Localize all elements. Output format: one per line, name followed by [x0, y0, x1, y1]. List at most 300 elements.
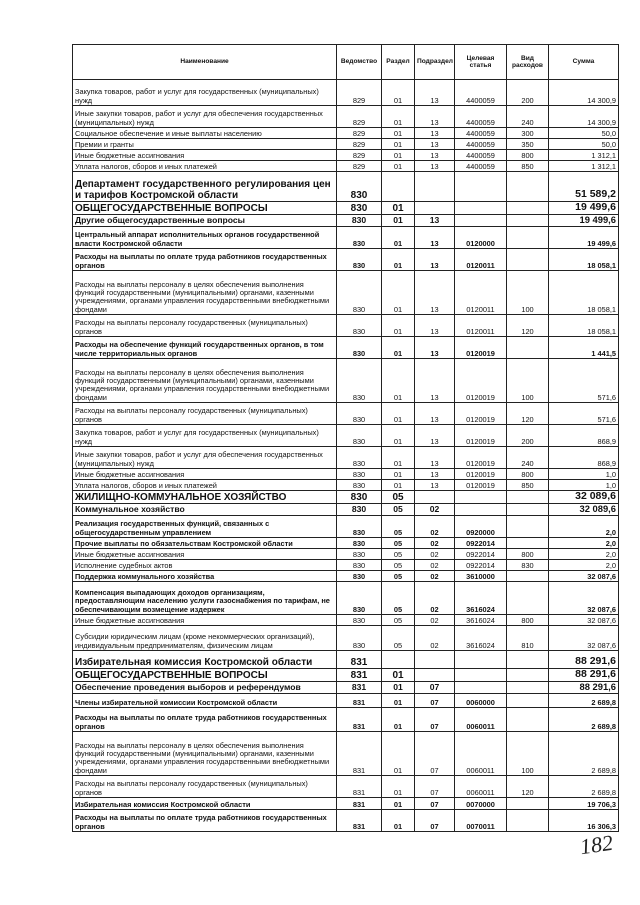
table-row: [73, 128, 619, 139]
cell-ved: 830: [337, 425, 382, 447]
header-target: Целевая статья: [455, 45, 507, 80]
cell-ved: 830: [337, 315, 382, 337]
cell-razdel: [382, 651, 415, 669]
cell-name: Реализация государственных функций, связанных с общегосударственным управлением: [73, 516, 337, 538]
cell-vid: [507, 504, 549, 516]
cell-ved: 831: [337, 669, 382, 682]
cell-podrazdel: 07: [415, 708, 455, 732]
cell-name: Расходы на выплаты по оплате труда работников государственных органов: [73, 810, 337, 832]
cell-podrazdel: 13: [415, 80, 455, 106]
header-podrazdel: Подраздел: [415, 45, 455, 80]
cell-podrazdel: 13: [415, 425, 455, 447]
cell-sum: 868,9: [549, 425, 619, 447]
cell-vid: [507, 682, 549, 694]
cell-name: ОБЩЕГОСУДАРСТВЕННЫЕ ВОПРОСЫ: [73, 202, 337, 215]
table-row: [73, 337, 619, 359]
cell-ved: 831: [337, 798, 382, 810]
cell-sum: 88 291,6: [549, 669, 619, 682]
cell-podrazdel: [415, 202, 455, 215]
cell-razdel: 01: [382, 447, 415, 469]
cell-ved: 830: [337, 615, 382, 626]
cell-sum: 19 499,6: [549, 227, 619, 249]
table-row: [73, 538, 619, 549]
cell-name: Иные бюджетные ассигнования: [73, 549, 337, 560]
cell-razdel: 05: [382, 615, 415, 626]
cell-razdel: 01: [382, 708, 415, 732]
table-row: [73, 491, 619, 504]
cell-podrazdel: 13: [415, 337, 455, 359]
cell-ved: 831: [337, 694, 382, 708]
header-ved: Ведомство: [337, 45, 382, 80]
cell-ved: 831: [337, 682, 382, 694]
cell-podrazdel: 07: [415, 732, 455, 776]
cell-podrazdel: 02: [415, 538, 455, 549]
cell-razdel: 05: [382, 582, 415, 615]
header-vid: Вид расходов: [507, 45, 549, 80]
cell-target: [455, 504, 507, 516]
cell-target: 3610000: [455, 571, 507, 582]
cell-vid: [507, 249, 549, 271]
cell-sum: 32 087,6: [549, 571, 619, 582]
cell-name: Члены избирательной комиссии Костромской области: [73, 694, 337, 708]
cell-target: 4400059: [455, 161, 507, 172]
cell-sum: 2 689,8: [549, 708, 619, 732]
cell-podrazdel: 02: [415, 560, 455, 571]
cell-podrazdel: 13: [415, 139, 455, 150]
cell-sum: 2,0: [549, 549, 619, 560]
table-row: [73, 708, 619, 732]
cell-target: [455, 651, 507, 669]
cell-ved: 830: [337, 447, 382, 469]
cell-sum: 88 291,6: [549, 682, 619, 694]
cell-razdel: 05: [382, 504, 415, 516]
cell-podrazdel: 07: [415, 682, 455, 694]
cell-podrazdel: 13: [415, 359, 455, 403]
cell-target: 0120011: [455, 249, 507, 271]
cell-podrazdel: 13: [415, 447, 455, 469]
cell-razdel: 01: [382, 425, 415, 447]
cell-vid: 120: [507, 403, 549, 425]
cell-vid: [507, 516, 549, 538]
cell-sum: 32 087,6: [549, 626, 619, 651]
cell-target: 0060011: [455, 732, 507, 776]
cell-name: Прочие выплаты по обязательствам Костромской области: [73, 538, 337, 549]
cell-ved: 830: [337, 337, 382, 359]
cell-ved: 829: [337, 161, 382, 172]
cell-vid: 800: [507, 469, 549, 480]
cell-razdel: 01: [382, 128, 415, 139]
cell-vid: 830: [507, 560, 549, 571]
cell-podrazdel: 13: [415, 271, 455, 315]
cell-ved: 830: [337, 172, 382, 202]
cell-podrazdel: 02: [415, 549, 455, 560]
cell-ved: 830: [337, 215, 382, 227]
budget-table-body: [73, 80, 619, 832]
cell-razdel: 05: [382, 538, 415, 549]
cell-name: Иные бюджетные ассигнования: [73, 469, 337, 480]
cell-vid: [507, 651, 549, 669]
cell-razdel: [382, 172, 415, 202]
cell-sum: 2,0: [549, 538, 619, 549]
cell-vid: [507, 215, 549, 227]
cell-razdel: 05: [382, 516, 415, 538]
cell-name: ОБЩЕГОСУДАРСТВЕННЫЕ ВОПРОСЫ: [73, 669, 337, 682]
cell-name: Уплата налогов, сборов и иных платежей: [73, 161, 337, 172]
cell-vid: [507, 172, 549, 202]
cell-sum: 51 589,2: [549, 172, 619, 202]
cell-vid: [507, 582, 549, 615]
cell-sum: 1 312,1: [549, 161, 619, 172]
cell-target: 0920000: [455, 516, 507, 538]
table-row: [73, 315, 619, 337]
cell-razdel: 01: [382, 315, 415, 337]
cell-vid: [507, 202, 549, 215]
table-row: [73, 798, 619, 810]
cell-ved: 830: [337, 480, 382, 491]
cell-ved: 829: [337, 150, 382, 161]
cell-target: [455, 669, 507, 682]
cell-target: 4400059: [455, 139, 507, 150]
cell-vid: 200: [507, 425, 549, 447]
cell-razdel: 01: [382, 337, 415, 359]
cell-podrazdel: 13: [415, 106, 455, 128]
cell-target: 0120019: [455, 469, 507, 480]
cell-name: Иные бюджетные ассигнования: [73, 615, 337, 626]
cell-razdel: 01: [382, 106, 415, 128]
cell-vid: 300: [507, 128, 549, 139]
cell-name: Центральный аппарат исполнительных органов государственной власти Костромской области: [73, 227, 337, 249]
cell-ved: 829: [337, 139, 382, 150]
cell-podrazdel: 13: [415, 128, 455, 139]
cell-razdel: 01: [382, 161, 415, 172]
table-row: [73, 425, 619, 447]
cell-ved: 830: [337, 359, 382, 403]
cell-vid: [507, 669, 549, 682]
cell-target: 3616024: [455, 615, 507, 626]
cell-razdel: 01: [382, 202, 415, 215]
header-sum: Сумма: [549, 45, 619, 80]
cell-sum: 1 441,5: [549, 337, 619, 359]
cell-target: 0120011: [455, 271, 507, 315]
cell-ved: 830: [337, 626, 382, 651]
cell-name: Исполнение судебных актов: [73, 560, 337, 571]
cell-razdel: 01: [382, 669, 415, 682]
table-row: [73, 626, 619, 651]
cell-sum: 571,6: [549, 359, 619, 403]
cell-razdel: 05: [382, 560, 415, 571]
cell-name: Избирательная комиссия Костромской области: [73, 798, 337, 810]
cell-name: Коммунальное хозяйство: [73, 504, 337, 516]
cell-vid: 100: [507, 271, 549, 315]
cell-target: 0060011: [455, 776, 507, 798]
cell-vid: 810: [507, 626, 549, 651]
cell-vid: [507, 337, 549, 359]
cell-podrazdel: 02: [415, 571, 455, 582]
cell-podrazdel: 13: [415, 227, 455, 249]
cell-vid: [507, 538, 549, 549]
table-row: [73, 403, 619, 425]
cell-vid: 800: [507, 615, 549, 626]
cell-name: Расходы на выплаты персоналу государственных (муниципальных) органов: [73, 776, 337, 798]
cell-name: Иные закупки товаров, работ и услуг для обеспечения государственных (муниципальных) нужд: [73, 447, 337, 469]
cell-podrazdel: [415, 172, 455, 202]
cell-podrazdel: 07: [415, 776, 455, 798]
table-row: [73, 810, 619, 832]
cell-razdel: 01: [382, 271, 415, 315]
cell-name: Закупка товаров, работ и услуг для государственных (муниципальных) нужд: [73, 425, 337, 447]
cell-ved: 830: [337, 249, 382, 271]
cell-razdel: 01: [382, 798, 415, 810]
cell-name: Расходы на выплаты по оплате труда работников государственных органов: [73, 249, 337, 271]
cell-target: 4400059: [455, 150, 507, 161]
cell-sum: 19 706,3: [549, 798, 619, 810]
cell-sum: 2,0: [549, 516, 619, 538]
cell-name: Закупка товаров, работ и услуг для государственных (муниципальных) нужд: [73, 80, 337, 106]
cell-ved: 830: [337, 271, 382, 315]
cell-ved: 830: [337, 227, 382, 249]
cell-razdel: 01: [382, 139, 415, 150]
cell-sum: 50,0: [549, 128, 619, 139]
cell-ved: 830: [337, 516, 382, 538]
cell-vid: 100: [507, 732, 549, 776]
cell-podrazdel: [415, 669, 455, 682]
cell-podrazdel: 07: [415, 798, 455, 810]
cell-target: 0922014: [455, 560, 507, 571]
cell-sum: 19 499,6: [549, 215, 619, 227]
cell-target: [455, 172, 507, 202]
cell-name: Уплата налогов, сборов и иных платежей: [73, 480, 337, 491]
cell-sum: 18 058,1: [549, 271, 619, 315]
cell-sum: 2 689,8: [549, 776, 619, 798]
cell-target: 0120019: [455, 337, 507, 359]
cell-target: 0060011: [455, 708, 507, 732]
cell-podrazdel: 13: [415, 315, 455, 337]
page-number: 182: [578, 829, 615, 860]
cell-ved: 829: [337, 128, 382, 139]
table-row: [73, 694, 619, 708]
cell-vid: 240: [507, 106, 549, 128]
cell-sum: 88 291,6: [549, 651, 619, 669]
table-row: [73, 80, 619, 106]
table-row: [73, 516, 619, 538]
cell-podrazdel: 02: [415, 504, 455, 516]
cell-name: Расходы на обеспечение функций государственных органов, в том числе территориальных органов: [73, 337, 337, 359]
cell-target: 4400059: [455, 80, 507, 106]
cell-name: Компенсация выпадающих доходов организациям, предоставляющим населению услуги газоснабжения по тарифам, не обеспечивающим возмещение издержек: [73, 582, 337, 615]
cell-target: 0070000: [455, 798, 507, 810]
cell-razdel: 01: [382, 403, 415, 425]
cell-podrazdel: 02: [415, 626, 455, 651]
cell-sum: 50,0: [549, 139, 619, 150]
cell-vid: [507, 571, 549, 582]
cell-sum: 32 089,6: [549, 504, 619, 516]
cell-ved: 830: [337, 582, 382, 615]
cell-ved: 830: [337, 538, 382, 549]
cell-name: Субсидии юридическим лицам (кроме некоммерческих организаций), индивидуальным предпринимателям, физическим лицам: [73, 626, 337, 651]
table-row: [73, 202, 619, 215]
cell-vid: 200: [507, 80, 549, 106]
cell-ved: 831: [337, 776, 382, 798]
cell-vid: 850: [507, 161, 549, 172]
cell-podrazdel: 13: [415, 161, 455, 172]
table-row: [73, 161, 619, 172]
table-row: [73, 106, 619, 128]
table-row: [73, 215, 619, 227]
cell-razdel: 01: [382, 732, 415, 776]
cell-podrazdel: 02: [415, 582, 455, 615]
cell-name: Расходы на выплаты по оплате труда работников государственных органов: [73, 708, 337, 732]
cell-name: Расходы на выплаты персоналу государственных (муниципальных) органов: [73, 315, 337, 337]
cell-target: 0120019: [455, 447, 507, 469]
cell-sum: 2,0: [549, 560, 619, 571]
cell-target: 3616024: [455, 626, 507, 651]
cell-sum: 19 499,6: [549, 202, 619, 215]
cell-target: [455, 202, 507, 215]
cell-target: 0922014: [455, 538, 507, 549]
cell-name: Расходы на выплаты персоналу в целях обеспечения выполнения функций государственными (муниципальными) органами, казенными учреждениями, органами управления государственными внебюджетными фондами: [73, 271, 337, 315]
cell-target: 0922014: [455, 549, 507, 560]
cell-razdel: 05: [382, 626, 415, 651]
cell-vid: 100: [507, 359, 549, 403]
cell-target: 0120019: [455, 359, 507, 403]
cell-target: 0120019: [455, 403, 507, 425]
cell-sum: 2 689,8: [549, 694, 619, 708]
cell-podrazdel: 07: [415, 694, 455, 708]
cell-sum: 32 089,6: [549, 491, 619, 504]
cell-sum: 18 058,1: [549, 315, 619, 337]
cell-vid: 120: [507, 315, 549, 337]
budget-table: [72, 44, 619, 832]
cell-vid: [507, 708, 549, 732]
cell-ved: 831: [337, 651, 382, 669]
cell-podrazdel: [415, 491, 455, 504]
cell-ved: 831: [337, 810, 382, 832]
table-row: [73, 447, 619, 469]
table-row: [73, 504, 619, 516]
cell-name: Иные бюджетные ассигнования: [73, 150, 337, 161]
table-row: [73, 139, 619, 150]
cell-ved: 830: [337, 571, 382, 582]
cell-podrazdel: 13: [415, 249, 455, 271]
table-row: [73, 615, 619, 626]
table-row: [73, 172, 619, 202]
cell-razdel: 01: [382, 227, 415, 249]
cell-ved: 830: [337, 469, 382, 480]
table-row: [73, 582, 619, 615]
cell-ved: 830: [337, 491, 382, 504]
cell-razdel: 01: [382, 359, 415, 403]
table-row: [73, 359, 619, 403]
cell-razdel: 01: [382, 810, 415, 832]
cell-sum: 1,0: [549, 480, 619, 491]
cell-target: 0120011: [455, 315, 507, 337]
cell-razdel: 05: [382, 571, 415, 582]
header-row: [73, 45, 619, 80]
cell-ved: 829: [337, 106, 382, 128]
table-row: [73, 732, 619, 776]
cell-vid: [507, 798, 549, 810]
cell-name: Премии и гранты: [73, 139, 337, 150]
cell-target: 3616024: [455, 582, 507, 615]
cell-vid: [507, 227, 549, 249]
table-row: [73, 150, 619, 161]
cell-sum: 1,0: [549, 469, 619, 480]
cell-target: 0060000: [455, 694, 507, 708]
cell-target: [455, 682, 507, 694]
cell-vid: 240: [507, 447, 549, 469]
cell-podrazdel: 02: [415, 615, 455, 626]
table-row: [73, 669, 619, 682]
cell-razdel: 01: [382, 682, 415, 694]
cell-ved: 831: [337, 708, 382, 732]
cell-ved: 830: [337, 560, 382, 571]
cell-sum: 14 300,9: [549, 80, 619, 106]
table-row: [73, 560, 619, 571]
table-row: [73, 249, 619, 271]
cell-name: ЖИЛИЩНО-КОММУНАЛЬНОЕ ХОЗЯЙСТВО: [73, 491, 337, 504]
cell-podrazdel: 02: [415, 516, 455, 538]
cell-target: 4400059: [455, 128, 507, 139]
cell-ved: 830: [337, 549, 382, 560]
cell-sum: 868,9: [549, 447, 619, 469]
header-name: Наименование: [73, 45, 337, 80]
cell-name: Другие общегосударственные вопросы: [73, 215, 337, 227]
cell-name: Социальное обеспечение и иные выплаты населению: [73, 128, 337, 139]
cell-name: Расходы на выплаты персоналу в целях обеспечения выполнения функций государственными (муниципальными) органами, казенными учреждениями, органами управления государственными внебюджетными фондами: [73, 732, 337, 776]
table-row: [73, 682, 619, 694]
table-row: [73, 549, 619, 560]
cell-razdel: 05: [382, 491, 415, 504]
cell-podrazdel: 13: [415, 150, 455, 161]
cell-ved: 830: [337, 403, 382, 425]
cell-sum: 2 689,8: [549, 732, 619, 776]
table-row: [73, 480, 619, 491]
cell-name: Избирательная комиссия Костромской области: [73, 651, 337, 669]
cell-razdel: 01: [382, 694, 415, 708]
cell-vid: 120: [507, 776, 549, 798]
cell-ved: 829: [337, 80, 382, 106]
cell-razdel: 01: [382, 150, 415, 161]
cell-name: Поддержка коммунального хозяйства: [73, 571, 337, 582]
cell-ved: 831: [337, 732, 382, 776]
cell-razdel: 01: [382, 776, 415, 798]
cell-podrazdel: 13: [415, 215, 455, 227]
cell-vid: 800: [507, 549, 549, 560]
table-row: [73, 271, 619, 315]
cell-target: 4400059: [455, 106, 507, 128]
cell-podrazdel: 13: [415, 480, 455, 491]
cell-vid: [507, 491, 549, 504]
cell-podrazdel: 13: [415, 403, 455, 425]
cell-sum: 32 087,6: [549, 615, 619, 626]
cell-razdel: 01: [382, 469, 415, 480]
cell-target: 0070011: [455, 810, 507, 832]
cell-name: Департамент государственного регулирования цен и тарифов Костромской области: [73, 172, 337, 202]
table-row: [73, 651, 619, 669]
table-row: [73, 469, 619, 480]
cell-sum: 18 058,1: [549, 249, 619, 271]
cell-sum: 16 306,3: [549, 810, 619, 832]
cell-sum: 32 087,6: [549, 582, 619, 615]
table-row: [73, 571, 619, 582]
header-razdel: Раздел: [382, 45, 415, 80]
table-row: [73, 227, 619, 249]
cell-vid: 800: [507, 150, 549, 161]
cell-name: Расходы на выплаты персоналу в целях обеспечения выполнения функций государственными (муниципальными) органами, казенными учреждениями, органами управления государственными внебюджетными фондами: [73, 359, 337, 403]
cell-target: [455, 215, 507, 227]
cell-ved: 830: [337, 202, 382, 215]
cell-razdel: 05: [382, 549, 415, 560]
